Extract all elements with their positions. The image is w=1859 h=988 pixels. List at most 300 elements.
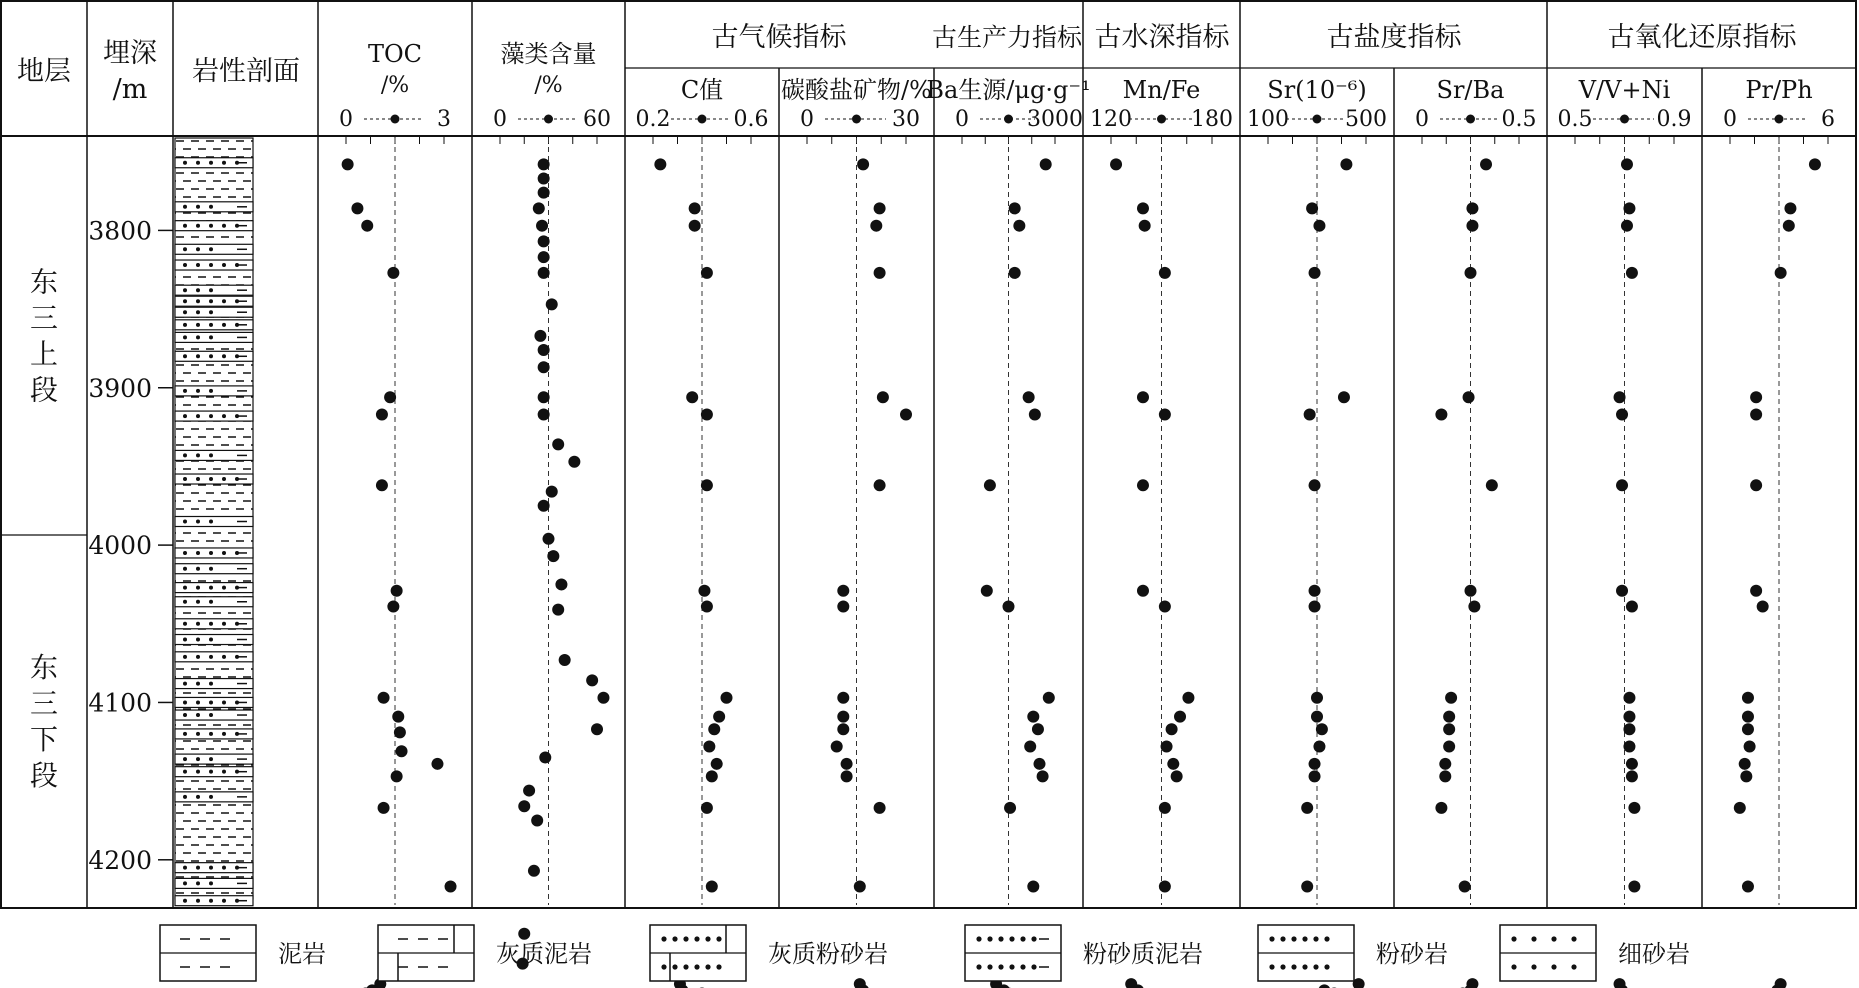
indicator-tracks <box>339 40 1835 988</box>
data-point <box>538 391 550 403</box>
lithology-bed-grain <box>222 323 226 327</box>
scale-max-label: 3 <box>437 107 451 132</box>
data-point <box>1616 585 1628 597</box>
data-point <box>1137 479 1149 491</box>
stratum-label-char: 上 <box>29 337 59 371</box>
data-point <box>1159 600 1171 612</box>
data-point <box>559 654 571 666</box>
lithology-bed-grain <box>196 600 200 604</box>
data-point <box>854 881 866 893</box>
data-point <box>877 391 889 403</box>
data-point <box>1159 409 1171 421</box>
lithology-bed-grain <box>196 795 200 799</box>
data-point <box>689 220 701 232</box>
legend-label: 泥岩 <box>278 940 326 968</box>
data-point <box>538 344 550 356</box>
data-point <box>1034 758 1046 770</box>
data-point <box>1174 711 1186 723</box>
data-point <box>539 752 551 764</box>
legend-pattern-dot <box>1031 964 1036 969</box>
lithology-bed-grain <box>183 700 187 704</box>
data-point <box>1159 802 1171 814</box>
lithology-bed-grain <box>196 732 200 736</box>
data-point <box>837 585 849 597</box>
lithology-bed-grain <box>209 881 213 885</box>
data-point <box>857 158 869 170</box>
lithology-bed-grain <box>196 263 200 267</box>
legend-pattern-dot <box>976 964 981 969</box>
data-point <box>518 800 530 812</box>
lithology-bed-grain <box>183 655 187 659</box>
data-point <box>1009 202 1021 214</box>
data-point <box>1137 202 1149 214</box>
data-point <box>1027 881 1039 893</box>
legend-label: 灰质泥岩 <box>496 940 592 968</box>
lithology-bed-grain <box>183 453 187 457</box>
lithology-bed-grain <box>209 414 213 418</box>
track-title: V/V+Ni <box>1578 76 1671 104</box>
lithology-bed-grain <box>196 288 200 292</box>
indicator-track <box>1415 76 1537 988</box>
lithology-bed-grain <box>196 354 200 358</box>
data-point <box>1009 267 1021 279</box>
lithology-bed-grain <box>222 414 226 418</box>
data-point <box>1750 409 1762 421</box>
data-point <box>1139 220 1151 232</box>
track-title: Mn/Fe <box>1122 76 1201 104</box>
legend-pattern-dot <box>672 936 677 941</box>
data-point <box>689 202 701 214</box>
data-point <box>1309 479 1321 491</box>
indicator-track <box>781 76 932 988</box>
track-title: 藻类含量 <box>500 40 597 68</box>
legend-item <box>965 925 1203 981</box>
legend-item <box>1500 925 1690 981</box>
lithology-bed-grain <box>183 335 187 339</box>
data-point <box>706 770 718 782</box>
data-point <box>528 865 540 877</box>
lithology-bed-grain <box>209 795 213 799</box>
data-point <box>391 585 403 597</box>
lithology-bed-grain <box>209 770 213 774</box>
data-point <box>654 158 666 170</box>
data-point <box>1466 220 1478 232</box>
stratum-label-char: 三 <box>29 301 59 335</box>
lithology-bed-grain <box>196 770 200 774</box>
data-point <box>351 202 363 214</box>
lithology-bed-grain <box>222 700 226 704</box>
lithology-bed-grain <box>196 899 200 903</box>
data-point <box>1480 158 1492 170</box>
data-point <box>1744 741 1756 753</box>
data-point <box>1621 158 1633 170</box>
data-point <box>1309 600 1321 612</box>
lithology-column <box>175 138 253 906</box>
data-point <box>1309 758 1321 770</box>
data-point <box>387 267 399 279</box>
data-point <box>1313 741 1325 753</box>
legend-pattern-dot <box>1020 936 1025 941</box>
track-title: Ba生源/μg·g⁻¹ <box>926 76 1091 104</box>
lithology-bed-grain <box>209 586 213 590</box>
data-point <box>538 187 550 199</box>
data-point <box>591 723 603 735</box>
indicator-track <box>339 40 457 988</box>
data-point <box>706 881 718 893</box>
data-point <box>1626 267 1638 279</box>
lithology-bed-grain <box>209 263 213 267</box>
lithology-bed-grain <box>209 757 213 761</box>
data-point <box>1137 585 1149 597</box>
depth-tick-label: 3800 <box>88 216 152 246</box>
indicator-track <box>1558 76 1692 988</box>
data-point <box>555 578 567 590</box>
lithology-bed-grain <box>209 477 213 481</box>
legend-pattern-dot <box>1511 964 1516 969</box>
lithology-bed-grain <box>196 713 200 717</box>
lithology-bed-grain <box>196 551 200 555</box>
data-point <box>1029 409 1041 421</box>
data-point <box>1616 409 1628 421</box>
lithology-bed-grain <box>183 899 187 903</box>
stratum-label-char: 东 <box>29 265 59 299</box>
data-point <box>701 802 713 814</box>
stratum-label-char: 段 <box>29 759 59 792</box>
lithology-bed-grain <box>196 700 200 704</box>
data-point <box>711 758 723 770</box>
lithology-bed-grain <box>196 453 200 457</box>
data-point <box>1623 741 1635 753</box>
data-point <box>1023 391 1035 403</box>
data-point <box>384 391 396 403</box>
lithology-header: 岩性剖面 <box>192 56 300 87</box>
data-point <box>1003 600 1015 612</box>
data-point <box>445 881 457 893</box>
depth-tick-label: 3900 <box>88 373 152 403</box>
lithology-bed-grain <box>196 655 200 659</box>
lithology-bed-grain <box>196 477 200 481</box>
lithology-bed-grain <box>183 205 187 209</box>
data-point <box>1750 479 1762 491</box>
data-point <box>701 267 713 279</box>
lithology-bed-grain <box>209 205 213 209</box>
legend-pattern-dot <box>705 936 710 941</box>
track-title: Sr/Ba <box>1436 76 1505 104</box>
data-point <box>396 745 408 757</box>
data-point <box>1301 802 1313 814</box>
data-point <box>1809 158 1821 170</box>
legend-pattern-dot <box>716 936 721 941</box>
lithology-bed-grain <box>222 551 226 555</box>
data-point <box>1742 881 1754 893</box>
track-unit: /% <box>380 73 410 98</box>
legend-pattern-dot <box>1302 964 1307 969</box>
data-point <box>1110 158 1122 170</box>
lithology-bed-grain <box>183 622 187 626</box>
data-point <box>1443 711 1455 723</box>
data-point <box>538 500 550 512</box>
lithology-bed-grain <box>196 161 200 165</box>
data-point <box>1313 220 1325 232</box>
legend-pattern-dot <box>998 936 1003 941</box>
data-point <box>376 479 388 491</box>
track-unit: /% <box>534 73 563 98</box>
legend-pattern-dot <box>1280 936 1285 941</box>
data-point <box>874 802 886 814</box>
lithology-bed-grain <box>209 299 213 303</box>
data-point <box>546 486 558 498</box>
lithology-bed-grain <box>209 335 213 339</box>
stratum-header: 地层 <box>17 56 71 87</box>
scale-legend-marker <box>1313 115 1322 124</box>
data-point <box>1734 802 1746 814</box>
data-point <box>538 361 550 373</box>
scale-max-label: 180 <box>1191 107 1233 132</box>
data-point <box>1004 802 1016 814</box>
indicator-track <box>1247 76 1387 988</box>
depth-tick-label: 4200 <box>88 845 152 875</box>
lithology-bed-grain <box>196 757 200 761</box>
lithology-bed-grain <box>209 288 213 292</box>
legend-pattern-dot <box>1280 964 1285 969</box>
scale-min-label: 0 <box>493 107 507 132</box>
lithology-bed-grain <box>209 389 213 393</box>
track-title: TOC <box>367 40 423 68</box>
data-point <box>1301 881 1313 893</box>
data-point <box>1784 202 1796 214</box>
lithology-bed-grain <box>196 567 200 571</box>
lithology-bed-grain <box>183 299 187 303</box>
data-point <box>1742 723 1754 735</box>
lithology-bed-grain <box>196 389 200 393</box>
lithology-bed-grain <box>196 622 200 626</box>
lithology-bed-grain <box>209 161 213 165</box>
scale-legend-marker <box>1620 115 1629 124</box>
data-point <box>1435 409 1447 421</box>
legend-pattern-dot <box>716 964 721 969</box>
data-point <box>1311 711 1323 723</box>
legend-pattern-dot <box>1324 936 1329 941</box>
data-point <box>534 330 546 342</box>
data-point <box>1161 741 1173 753</box>
legend-pattern-dot <box>998 964 1003 969</box>
lithology-bed-grain <box>183 586 187 590</box>
lithology-bed-grain <box>183 310 187 314</box>
legend-pattern-dot <box>1020 964 1025 969</box>
data-point <box>378 802 390 814</box>
lithology-bed-grain <box>183 520 187 524</box>
data-point <box>1309 770 1321 782</box>
data-point <box>686 391 698 403</box>
lithology-bed-grain <box>209 323 213 327</box>
legend-pattern-dot <box>1291 936 1296 941</box>
lithology-bed-grain <box>222 899 226 903</box>
scale-legend-marker <box>391 115 400 124</box>
data-point <box>1167 758 1179 770</box>
legend-pattern-dot <box>1313 964 1318 969</box>
data-point <box>538 158 550 170</box>
scale-legend-marker <box>1466 115 1475 124</box>
data-point <box>698 585 710 597</box>
lithology-bed-grain <box>209 310 213 314</box>
track-title: C值 <box>680 76 724 104</box>
legend-pattern-dot <box>683 936 688 941</box>
data-point <box>1750 585 1762 597</box>
track-title: Pr/Ph <box>1745 76 1813 104</box>
lithology-bed-grain <box>196 205 200 209</box>
track-title: Sr(10⁻⁶) <box>1267 76 1367 104</box>
lithology-bed-grain <box>209 600 213 604</box>
lithology-bed-grain <box>183 881 187 885</box>
data-point <box>361 220 373 232</box>
legend-pattern-dot <box>1269 936 1274 941</box>
scale-legend-marker <box>1775 115 1784 124</box>
data-point <box>1628 802 1640 814</box>
stratum-label-char: 三 <box>29 687 59 720</box>
data-point <box>1626 758 1638 770</box>
lithology-bed-grain <box>183 263 187 267</box>
data-point <box>538 409 550 421</box>
legend-pattern-dot <box>694 964 699 969</box>
data-point <box>538 251 550 263</box>
data-point <box>701 409 713 421</box>
table-frame <box>1 1 1856 908</box>
lithology-bed-grain <box>183 224 187 228</box>
legend-pattern-dot <box>1531 936 1536 941</box>
lithology-bed-grain <box>209 700 213 704</box>
legend-label: 细砂岩 <box>1618 940 1690 968</box>
lithology-bed-grain <box>183 323 187 327</box>
lithology-bed-grain <box>196 323 200 327</box>
lithology-bed-grain <box>209 638 213 642</box>
data-point <box>1750 391 1762 403</box>
lithology-bed-grain <box>196 224 200 228</box>
data-point <box>538 172 550 184</box>
data-point <box>1166 723 1178 735</box>
data-point <box>1626 600 1638 612</box>
scale-legend-marker <box>852 115 861 124</box>
lithology-bed-grain <box>222 732 226 736</box>
legend-pattern-dot <box>1511 936 1516 941</box>
scale-min-label: 120 <box>1090 107 1132 132</box>
data-point <box>1439 758 1451 770</box>
data-point <box>1137 391 1149 403</box>
lithology-bed-grain <box>222 224 226 228</box>
scale-legend-marker <box>1004 115 1013 124</box>
data-point <box>1468 600 1480 612</box>
data-point <box>1024 741 1036 753</box>
data-point <box>1159 267 1171 279</box>
data-point <box>1435 802 1447 814</box>
data-point <box>1445 692 1457 704</box>
data-point <box>841 758 853 770</box>
data-point <box>546 298 558 310</box>
data-point <box>568 456 580 468</box>
data-point <box>391 770 403 782</box>
legend-pattern-dot <box>1551 964 1556 969</box>
indicator-track <box>636 76 769 988</box>
data-point <box>1037 770 1049 782</box>
data-point <box>701 479 713 491</box>
data-point <box>342 158 354 170</box>
data-point <box>523 785 535 797</box>
lithology-bed-grain <box>183 770 187 774</box>
data-point <box>1443 741 1455 753</box>
lithology-bed-grain <box>196 247 200 251</box>
lithology-bed-grain <box>183 600 187 604</box>
redox-group-header: 古氧化还原指标 <box>1607 22 1797 53</box>
legend-pattern-dot <box>1269 964 1274 969</box>
data-point <box>1171 770 1183 782</box>
water-depth-group-header: 古水深指标 <box>1094 22 1230 53</box>
data-point <box>870 220 882 232</box>
legend-pattern-dot <box>1031 936 1036 941</box>
scale-min-label: 0 <box>800 107 814 132</box>
lithology-bed-grain <box>209 682 213 686</box>
data-point <box>1466 202 1478 214</box>
lithology-bed-grain <box>183 477 187 481</box>
legend-pattern-dot <box>1009 936 1014 941</box>
legend-pattern-dot <box>1324 964 1329 969</box>
data-point <box>392 711 404 723</box>
data-point <box>1740 770 1752 782</box>
lithology-bed-grain <box>209 247 213 251</box>
lithology-bed-grain <box>222 477 226 481</box>
scale-max-label: 30 <box>892 107 920 132</box>
stratum-label-char: 东 <box>29 651 59 684</box>
legend-item <box>650 925 888 981</box>
stratum-label-char: 下 <box>29 723 59 756</box>
legend-pattern-dot <box>976 936 981 941</box>
scale-max-label: 500 <box>1345 107 1387 132</box>
indicator-track <box>1723 76 1835 988</box>
depth-tick-label: 4100 <box>88 688 152 718</box>
depth-header: 埋深 <box>103 38 157 69</box>
scale-min-label: 0.5 <box>1557 107 1593 132</box>
depth-unit: /m <box>112 74 148 105</box>
data-point <box>1616 479 1628 491</box>
legend-item <box>160 925 326 981</box>
lithology-bed-grain <box>183 551 187 555</box>
scale-max-label: 6 <box>1821 107 1835 132</box>
lithology-bed-grain <box>222 866 226 870</box>
data-point <box>981 585 993 597</box>
lithology-bed-grain <box>222 622 226 626</box>
data-point <box>1463 391 1475 403</box>
data-point <box>1628 881 1640 893</box>
data-point <box>1775 267 1787 279</box>
climate-group-header: 古气候指标 <box>711 22 847 53</box>
data-point <box>837 723 849 735</box>
lithology-bed-grain <box>209 899 213 903</box>
data-point <box>1318 984 1330 988</box>
data-point <box>1182 692 1194 704</box>
data-point <box>1623 692 1635 704</box>
data-point <box>547 550 559 562</box>
lithology-bed-grain <box>183 288 187 292</box>
data-point <box>378 692 390 704</box>
data-point <box>597 692 609 704</box>
lithology-bed-grain <box>209 224 213 228</box>
lithology-bed-grain <box>209 713 213 717</box>
data-point <box>394 726 406 738</box>
legend-item <box>1258 925 1448 981</box>
legend-pattern-dot <box>672 964 677 969</box>
data-point <box>387 600 399 612</box>
lithology-bed-grain <box>196 414 200 418</box>
data-point <box>586 674 598 686</box>
stratum-label-char: 段 <box>29 373 59 407</box>
